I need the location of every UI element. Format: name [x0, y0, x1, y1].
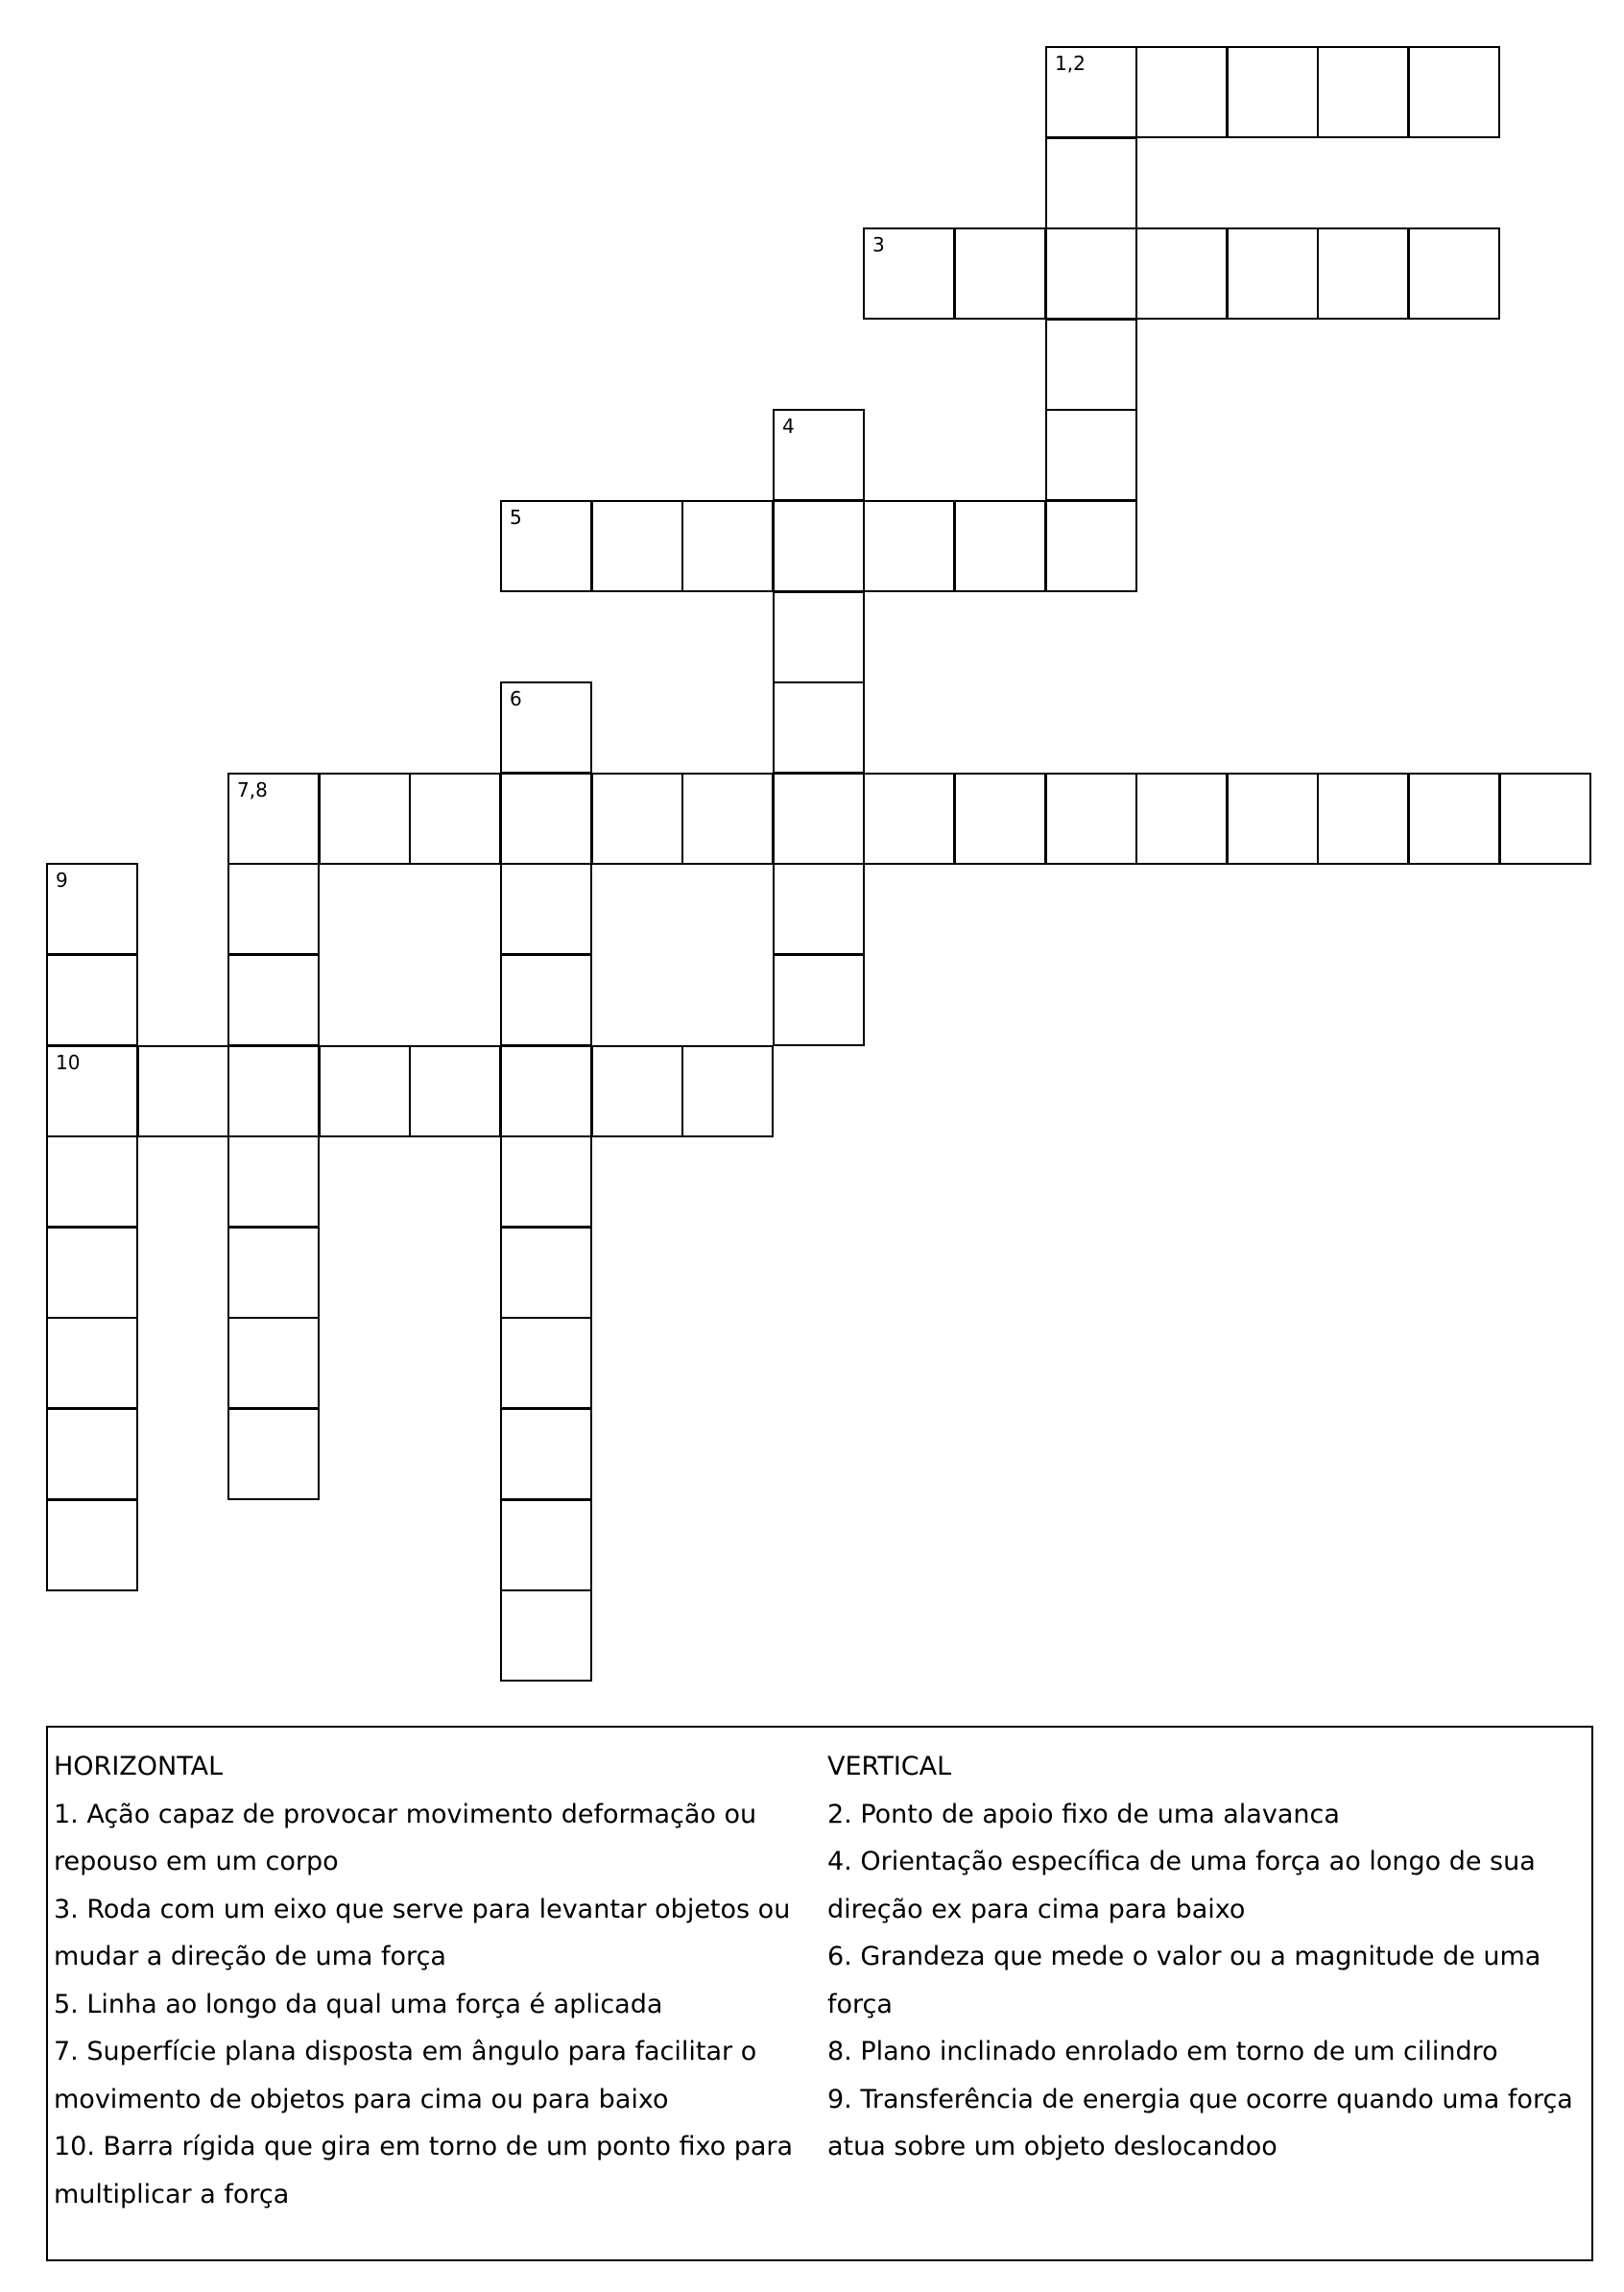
crossword-cell[interactable] [227, 1227, 320, 1319]
clue-line: 8. Plano inclinado enrolado em torno de um cilindro [827, 2037, 1498, 2066]
crossword-cell[interactable] [773, 591, 865, 683]
crossword-cell[interactable] [773, 773, 865, 865]
crossword-cell[interactable] [227, 1408, 320, 1500]
crossword-cell[interactable] [319, 773, 411, 865]
crossword-cell[interactable] [500, 681, 592, 774]
crossword-cell[interactable] [1045, 46, 1137, 138]
crossword-cell[interactable] [863, 500, 955, 592]
crossword-cell[interactable] [863, 773, 955, 865]
crossword-cell[interactable] [1408, 46, 1500, 138]
clue-line: 2. Ponto de apoio fixo de uma alavanca [827, 1799, 1340, 1829]
crossword-cell[interactable] [681, 1045, 774, 1137]
crossword-cell[interactable] [500, 773, 592, 865]
crossword-cell[interactable] [591, 500, 683, 592]
clue-number: 1,2 [1055, 52, 1086, 75]
clue-line: 4. Orientação específica de uma força ao longo de sua [827, 1847, 1536, 1876]
horizontal-clues [54, 1743, 831, 2218]
crossword-cell[interactable] [46, 863, 138, 955]
crossword-cell[interactable] [500, 954, 592, 1046]
clue-line: multiplicar a força [54, 2179, 290, 2209]
crossword-cell[interactable] [1499, 773, 1591, 865]
crossword-cell[interactable] [1135, 227, 1228, 320]
crossword-cell[interactable] [773, 409, 865, 501]
crossword-cell[interactable] [500, 500, 592, 592]
clue-number: 6 [510, 687, 522, 710]
crossword-cell[interactable] [1227, 46, 1319, 138]
crossword-cell[interactable] [773, 863, 865, 955]
crossword-cell[interactable] [1045, 319, 1137, 411]
horizontal-heading: HORIZONTAL [54, 1752, 224, 1781]
crossword-cell[interactable] [773, 681, 865, 774]
clue-number: 3 [872, 233, 885, 256]
crossword-cell[interactable] [1045, 773, 1137, 865]
crossword-cell[interactable] [46, 1227, 138, 1319]
crossword-cell[interactable] [319, 1045, 411, 1137]
crossword-cell[interactable] [1408, 227, 1500, 320]
clue-line: repouso em um corpo [54, 1847, 339, 1876]
crossword-cell[interactable] [954, 500, 1046, 592]
clues-box [46, 1726, 1593, 2261]
crossword-cell[interactable] [500, 1589, 592, 1682]
clue-line: 6. Grandeza que mede o valor ou a magnitude de uma [827, 1942, 1541, 1971]
clue-number: 9 [56, 869, 68, 892]
crossword-cell[interactable] [500, 1499, 592, 1591]
crossword-cell[interactable] [500, 1408, 592, 1500]
clue-line: 5. Linha ao longo da qual uma força é aplicada [54, 1989, 663, 2019]
clue-line: força [827, 1989, 893, 2019]
crossword-cell[interactable] [1317, 773, 1409, 865]
crossword-cell[interactable] [46, 1408, 138, 1500]
crossword-cell[interactable] [409, 773, 501, 865]
clue-line: mudar a direção de uma força [54, 1942, 446, 1971]
crossword-cell[interactable] [1135, 773, 1228, 865]
crossword-cell[interactable] [1135, 46, 1228, 138]
vertical-clues [827, 1743, 1586, 2171]
clue-line: 1. Ação capaz de provocar movimento deformação ou [54, 1799, 757, 1829]
clue-line: 3. Roda com um eixo que serve para levantar objetos ou [54, 1894, 791, 1924]
crossword-cell[interactable] [227, 863, 320, 955]
crossword-cell[interactable] [227, 1045, 320, 1137]
clue-number: 10 [56, 1051, 81, 1074]
crossword-cell[interactable] [137, 1045, 229, 1137]
crossword-cell[interactable] [227, 773, 320, 865]
crossword-cell[interactable] [591, 1045, 683, 1137]
clue-line: 7. Superfície plana disposta em ângulo para facilitar o [54, 2037, 757, 2066]
crossword-cell[interactable] [1045, 137, 1137, 229]
crossword-cell[interactable] [681, 500, 774, 592]
clue-number: 5 [510, 506, 522, 529]
crossword-cell[interactable] [773, 500, 865, 592]
crossword-cell[interactable] [1317, 46, 1409, 138]
crossword-cell[interactable] [227, 954, 320, 1046]
crossword-cell[interactable] [1408, 773, 1500, 865]
clue-number: 4 [782, 415, 795, 438]
crossword-cell[interactable] [409, 1045, 501, 1137]
crossword-cell[interactable] [46, 1317, 138, 1409]
clue-line: direção ex para cima para baixo [827, 1894, 1246, 1924]
crossword-cell[interactable] [863, 227, 955, 320]
crossword-cell[interactable] [46, 1499, 138, 1591]
crossword-cell[interactable] [773, 954, 865, 1046]
crossword-cell[interactable] [46, 1045, 138, 1137]
crossword-cell[interactable] [1227, 227, 1319, 320]
crossword-cell[interactable] [46, 1135, 138, 1228]
crossword-cell[interactable] [500, 1135, 592, 1228]
crossword-cell[interactable] [500, 863, 592, 955]
crossword-cell[interactable] [227, 1135, 320, 1228]
crossword-cell[interactable] [954, 773, 1046, 865]
clue-line: 10. Barra rígida que gira em torno de um ponto fixo para [54, 2132, 794, 2161]
crossword-cell[interactable] [227, 1317, 320, 1409]
clue-line: movimento de objetos para cima ou para baixo [54, 2084, 669, 2114]
crossword-cell[interactable] [1317, 227, 1409, 320]
clue-line: 9. Transferência de energia que ocorre quando uma força [827, 2084, 1573, 2114]
crossword-cell[interactable] [500, 1317, 592, 1409]
crossword-cell[interactable] [591, 773, 683, 865]
crossword-cell[interactable] [500, 1227, 592, 1319]
crossword-cell[interactable] [954, 227, 1046, 320]
vertical-heading: VERTICAL [827, 1752, 952, 1781]
crossword-cell[interactable] [1045, 227, 1137, 320]
clue-line: atua sobre um objeto deslocandoo [827, 2132, 1278, 2161]
crossword-cell[interactable] [1227, 773, 1319, 865]
crossword-cell[interactable] [681, 773, 774, 865]
crossword-cell[interactable] [1045, 409, 1137, 501]
clue-number: 7,8 [237, 778, 268, 801]
crossword-cell[interactable] [46, 954, 138, 1046]
crossword-cell[interactable] [500, 1045, 592, 1137]
crossword-cell[interactable] [1045, 500, 1137, 592]
